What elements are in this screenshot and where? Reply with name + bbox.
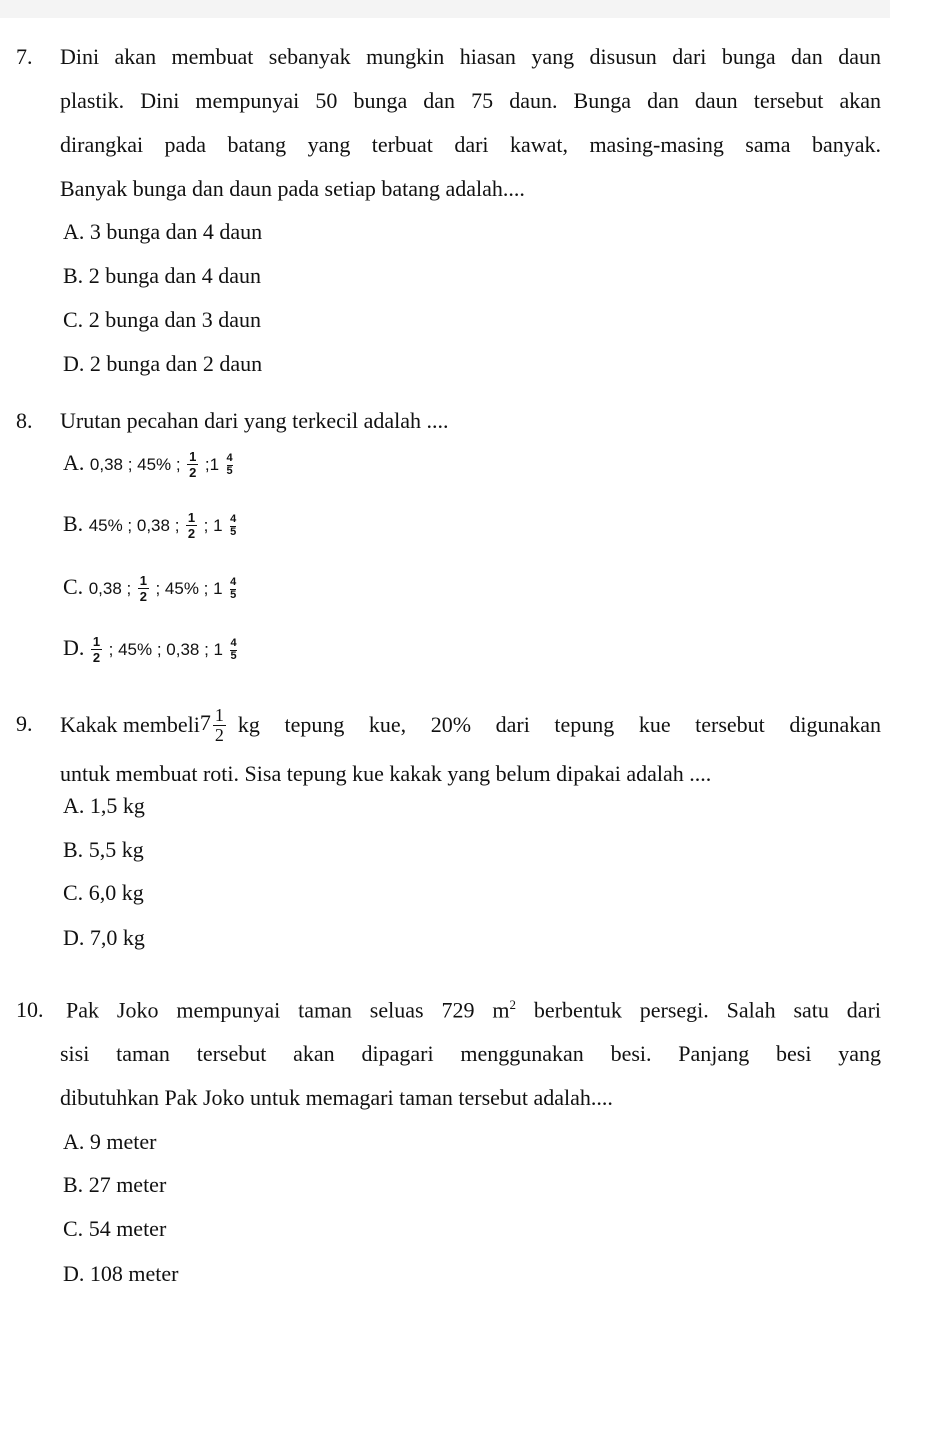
fraction-denominator: 2 — [214, 725, 224, 745]
fraction-denominator: 2 — [92, 650, 101, 666]
question-text-line: sisi taman tersebut akan dipagari menggunakan besi. Panjang besi yang — [60, 1041, 881, 1066]
option-letter: B. — [63, 511, 84, 536]
option-letter: D. — [63, 925, 85, 950]
option-text: 108 meter — [89, 1261, 179, 1286]
mixed-number — [200, 706, 228, 744]
option-part: ; 45% ; 1 — [155, 579, 223, 598]
mixed-fraction — [213, 706, 226, 744]
option-letter: C. — [63, 1216, 84, 1241]
fraction-numerator: 1 — [92, 634, 101, 650]
option-letter: A. — [63, 450, 85, 475]
option-text: 9 meter — [89, 1129, 157, 1154]
superscript: 2 — [509, 997, 516, 1012]
option-b[interactable] — [63, 837, 144, 863]
top-band — [0, 0, 890, 18]
option-a[interactable] — [63, 450, 233, 479]
option-letter: A. — [63, 1129, 85, 1154]
fraction-four-fifths — [230, 638, 236, 662]
fraction-denominator: 5 — [230, 588, 237, 601]
fraction-numerator: 1 — [139, 573, 147, 589]
option-c[interactable] — [63, 574, 236, 603]
fraction-four-fifths — [230, 514, 236, 538]
option-c[interactable] — [63, 1216, 166, 1242]
option-b[interactable] — [63, 1172, 166, 1198]
question-text-line — [66, 997, 881, 1023]
question-text-part: berbentuk persegi. Salah satu dari — [515, 997, 882, 1023]
fraction-denominator: 5 — [230, 649, 237, 662]
option-d[interactable] — [63, 1261, 178, 1287]
option-a[interactable] — [63, 219, 262, 245]
fraction-numerator: 4 — [226, 451, 233, 464]
question-text-part: Pak Joko mempunyai taman seluas 729 m — [66, 997, 510, 1023]
option-part: 0,38 ; 45% ; — [89, 455, 181, 474]
fraction-numerator: 4 — [230, 636, 237, 649]
option-b[interactable] — [63, 511, 236, 540]
option-text: 54 meter — [88, 1216, 167, 1241]
option-d[interactable] — [63, 925, 145, 951]
question-text-part: Kakak membeli — [60, 712, 200, 737]
option-text: 5,5 kg — [88, 837, 144, 862]
option-text: 1,5 kg — [89, 793, 145, 818]
question-text-line: plastik. Dini mempunyai 50 bunga dan 75 daun. Bunga dan daun tersebut akan — [60, 88, 881, 113]
question-text-line: dibutuhkan Pak Joko untuk memagari taman tersebut adalah.... — [60, 1085, 613, 1110]
question-text-line: Banyak bunga dan daun pada setiap batang adalah.... — [60, 176, 525, 201]
option-letter: D. — [63, 351, 85, 376]
option-text: 3 bunga dan 4 daun — [89, 219, 263, 244]
question-text-line — [60, 700, 881, 750]
fraction-denominator: 5 — [230, 525, 237, 538]
question-number: 10. — [16, 997, 44, 1022]
option-letter: A. — [63, 219, 85, 244]
option-part: ;1 — [204, 455, 220, 474]
option-letter: C. — [63, 880, 84, 905]
question-text-line: untuk membuat roti. Sisa tepung kue kakak yang belum dipakai adalah .... — [60, 761, 712, 786]
mixed-whole: 7 — [199, 710, 211, 736]
option-part: ; 45% ; 0,38 ; 1 — [108, 640, 223, 659]
option-letter: D. — [63, 1261, 85, 1286]
fraction-numerator: 4 — [230, 512, 237, 525]
option-a[interactable] — [63, 793, 145, 819]
option-d[interactable] — [63, 351, 262, 377]
fraction-half — [91, 635, 102, 664]
fraction-denominator: 2 — [189, 465, 197, 481]
option-part: 0,38 ; — [88, 579, 132, 598]
fraction-four-fifths — [230, 577, 236, 601]
option-b[interactable] — [63, 263, 261, 289]
option-letter: C. — [63, 307, 84, 332]
option-letter: A. — [63, 793, 85, 818]
question-text-part: kg tepung kue, 20% dari tepung kue tersebut digunakan — [237, 712, 881, 737]
option-letter: B. — [63, 837, 84, 862]
fraction-numerator: 1 — [189, 449, 197, 465]
fraction-four-fifths — [227, 453, 233, 477]
option-part: 45% ; 0,38 ; — [88, 516, 180, 535]
option-c[interactable] — [63, 880, 144, 906]
question-text-line: Dini akan membuat sebanyak mungkin hiasan yang disusun dari bunga dan daun — [60, 44, 881, 69]
fraction-half — [138, 574, 149, 603]
option-letter: B. — [63, 263, 84, 288]
question-number: 8. — [16, 408, 33, 433]
fraction-numerator: 4 — [230, 575, 237, 588]
fraction-denominator: 2 — [139, 589, 147, 605]
option-letter: D. — [63, 635, 85, 660]
option-text: 7,0 kg — [89, 925, 145, 950]
option-part: ; 1 — [203, 516, 223, 535]
question-number: 7. — [16, 44, 33, 69]
option-letter: C. — [63, 574, 84, 599]
question-number: 9. — [16, 711, 33, 736]
fraction-denominator: 5 — [226, 464, 233, 477]
question-text: Urutan pecahan dari yang terkecil adalah .... — [60, 408, 449, 433]
fraction-half — [186, 511, 197, 540]
option-text: 6,0 kg — [88, 880, 144, 905]
fraction-numerator: 1 — [214, 705, 224, 725]
fraction-half — [187, 450, 198, 479]
option-text: 27 meter — [88, 1172, 167, 1197]
option-text: 2 bunga dan 4 daun — [88, 263, 261, 288]
option-text: 2 bunga dan 3 daun — [88, 307, 261, 332]
option-text: 2 bunga dan 2 daun — [89, 351, 263, 376]
fraction-numerator: 1 — [187, 510, 196, 526]
option-a[interactable] — [63, 1129, 156, 1155]
option-c[interactable] — [63, 307, 261, 333]
option-d[interactable] — [63, 635, 237, 664]
fraction-denominator: 2 — [187, 526, 196, 542]
option-letter: B. — [63, 1172, 84, 1197]
question-text-line: dirangkai pada batang yang terbuat dari kawat, masing-masing sama banyak. — [60, 132, 881, 157]
